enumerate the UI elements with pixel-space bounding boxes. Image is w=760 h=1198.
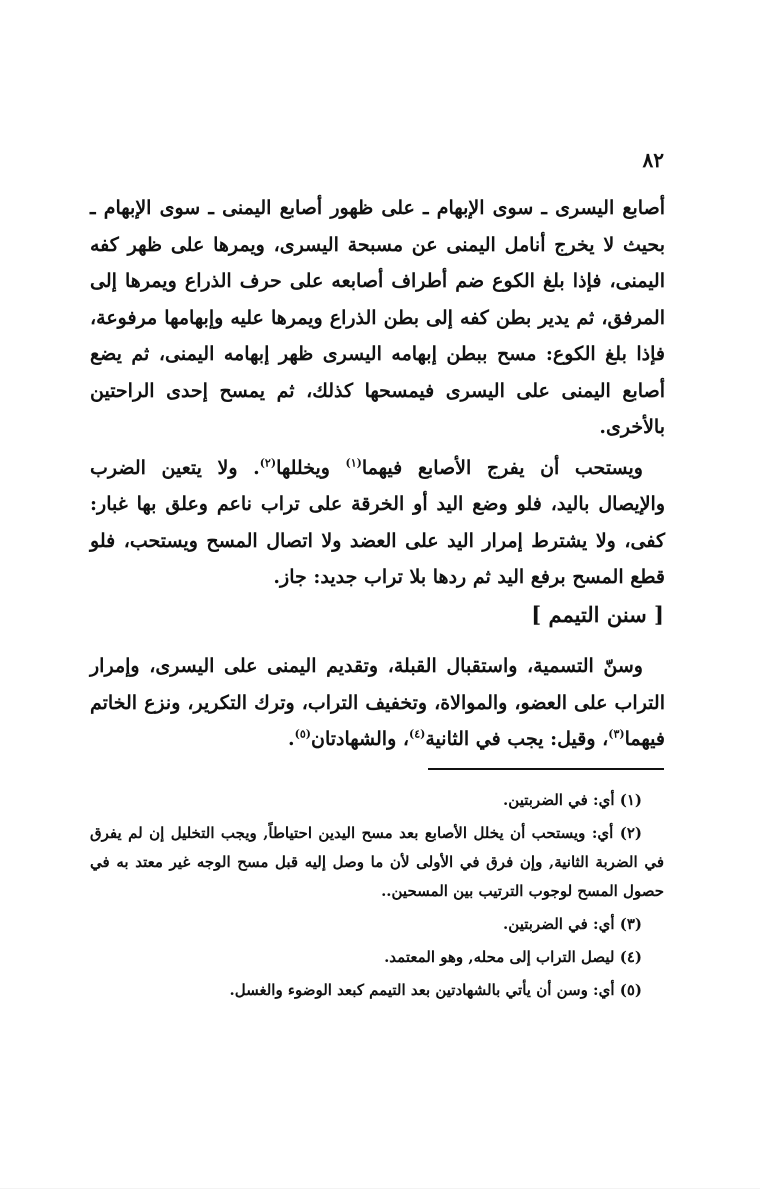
paragraph-3 (90, 648, 665, 758)
footnote-4: (٤) ليصل التراب إلى محله, وهو المعتمد. (384, 948, 642, 966)
paragraph-2-part-3: . ولا يتعين الضرب والإيصال باليد، فلو وضع اليد أو الخرقة على تراب ناعم وعلق بها غبار: كفى، ولا يشترط إمرار اليد على العضد ولا اتصال المسح ويستحب، فلو قطع المسح برفع اليد ثم ردها بلا تراب جديد: جاز. (90, 456, 665, 588)
main-text-section-1 (90, 190, 665, 596)
paragraph-3-part-3: ، والشهادتان (311, 728, 409, 750)
footnote-1: (١) أي: في الضربتين. (503, 791, 642, 809)
paragraph-3-part-4: . (288, 728, 295, 750)
footnote-2: (٢) أي: ويستحب أن يخلل الأصابع بعد مسح اليدين احتياطاً, ويجب التخليل إن لم يفرق في الضربة الثانية, وإن فرق في الأولى لأن ما وصل إليه قبل مسح الوجه غير معتد به في حصول المسح لوجوب الترتيب بين المسحين.. (90, 824, 664, 900)
footnote-ref-4[interactable]: (٤) (409, 727, 426, 741)
paragraph-2-part-1: ويستحب أن يفرج الأصابع فيهما (361, 456, 643, 479)
section-heading: [ سنن التيمم ] (531, 602, 664, 627)
footnote-ref-2[interactable]: (٢) (259, 456, 277, 470)
main-text-section-2 (90, 648, 665, 758)
footnote-3: (٣) أي: في الضربتين. (503, 915, 642, 933)
paragraph-2-part-2: ويخللها (276, 456, 346, 479)
page-number: ٨٢ (642, 148, 664, 172)
footnote-ref-3[interactable]: (٣) (608, 727, 625, 741)
footnote-ref-5[interactable]: (٥) (294, 727, 312, 741)
footnote-5: (٥) أي: وسن أن يأتي بالشهادتين بعد التيمم كبعد الوضوء والغسل. (229, 981, 642, 999)
paragraph-3-part-1: وسنّ التسمية، واستقبال القبلة، وتقديم اليمنى على اليسرى، وإمرار التراب على العضو، والموالاة، وتخفيف التراب، وترك التكرير، ونزع الخاتم فيهما (90, 655, 665, 750)
paragraph-1: أصابع اليسرى ـ سوى الإبهام ـ على ظهور أصابع اليمنى ـ سوى الإبهام ـ بحيث لا يخرج أنامل اليمنى عن مسبحة اليسرى، ويمرها على ظهر كفه اليمنى، فإذا بلغ الكوع ضم أطراف أصابعه على حرف الذراع ويمرها إلى المرفق، ثم يدير بطن كفه إلى بطن الذراع ويمرها عليه وإبهامها مرفوعة، فإذا بلغ الكوع: مسح ببطن إبهامه اليسرى ظهر إبهامه اليمنى، ثم يضع أصابع اليمنى على اليسرى فيمسحها كذلك، ثم يمسح إحدى الراحتين بالأخرى. (90, 197, 665, 438)
page-bottom-edge (0, 1188, 760, 1189)
paragraph-2 (90, 450, 665, 596)
footnotes (90, 786, 664, 1005)
footnote-ref-1[interactable]: (١) (345, 456, 362, 470)
footnote-divider (428, 768, 664, 770)
paragraph-3-part-2: ، وقيل: يجب في الثانية (425, 728, 609, 750)
